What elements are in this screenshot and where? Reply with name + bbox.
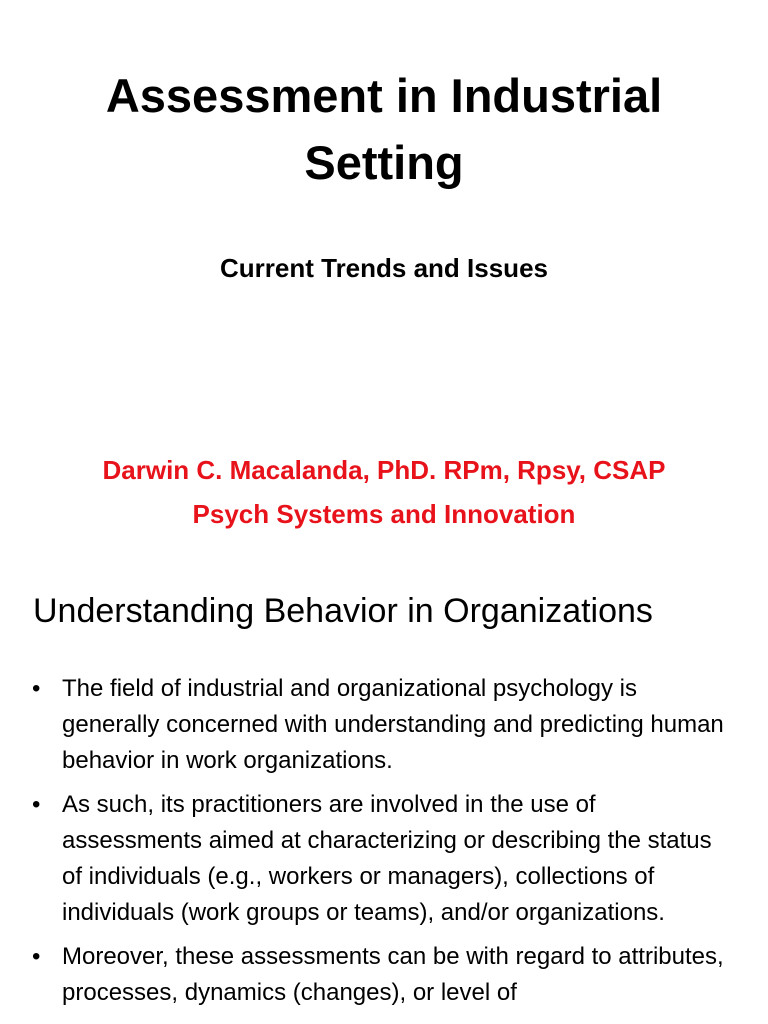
slide-title: Assessment in Industrial Setting: [105, 69, 663, 189]
bullet-text: Moreover, these assessments can be with regard to attributes, processes, dynamics (changes), or level of: [62, 943, 724, 1006]
content-heading: Understanding Behavior in Organizations: [33, 592, 653, 630]
bullet-icon: •: [32, 675, 41, 702]
bullet-icon: •: [32, 943, 41, 970]
bullet-item: [30, 939, 730, 1011]
bullet-text: As such, its practitioners are involved in the use of assessments aimed at characterizing or describing the status of individuals (e.g., workers or managers), collections of individuals (work groups or teams), and/or organizations.: [62, 791, 712, 926]
bullet-icon: •: [32, 791, 41, 818]
content-slide: [0, 576, 768, 1024]
bullet-text: The field of industrial and organizational psychology is generally concerned with understanding and predicting human behavior in work organizations.: [62, 675, 724, 774]
bullet-item: [30, 787, 730, 931]
bullet-item: [30, 671, 730, 779]
bullet-list: [30, 671, 730, 1019]
author-affiliation: Psych Systems and Innovation: [192, 499, 576, 529]
slide-subtitle: Current Trends and Issues: [220, 253, 548, 283]
author-name: Darwin C. Macalanda, PhD. RPm, Rpsy, CSAP: [102, 455, 666, 485]
